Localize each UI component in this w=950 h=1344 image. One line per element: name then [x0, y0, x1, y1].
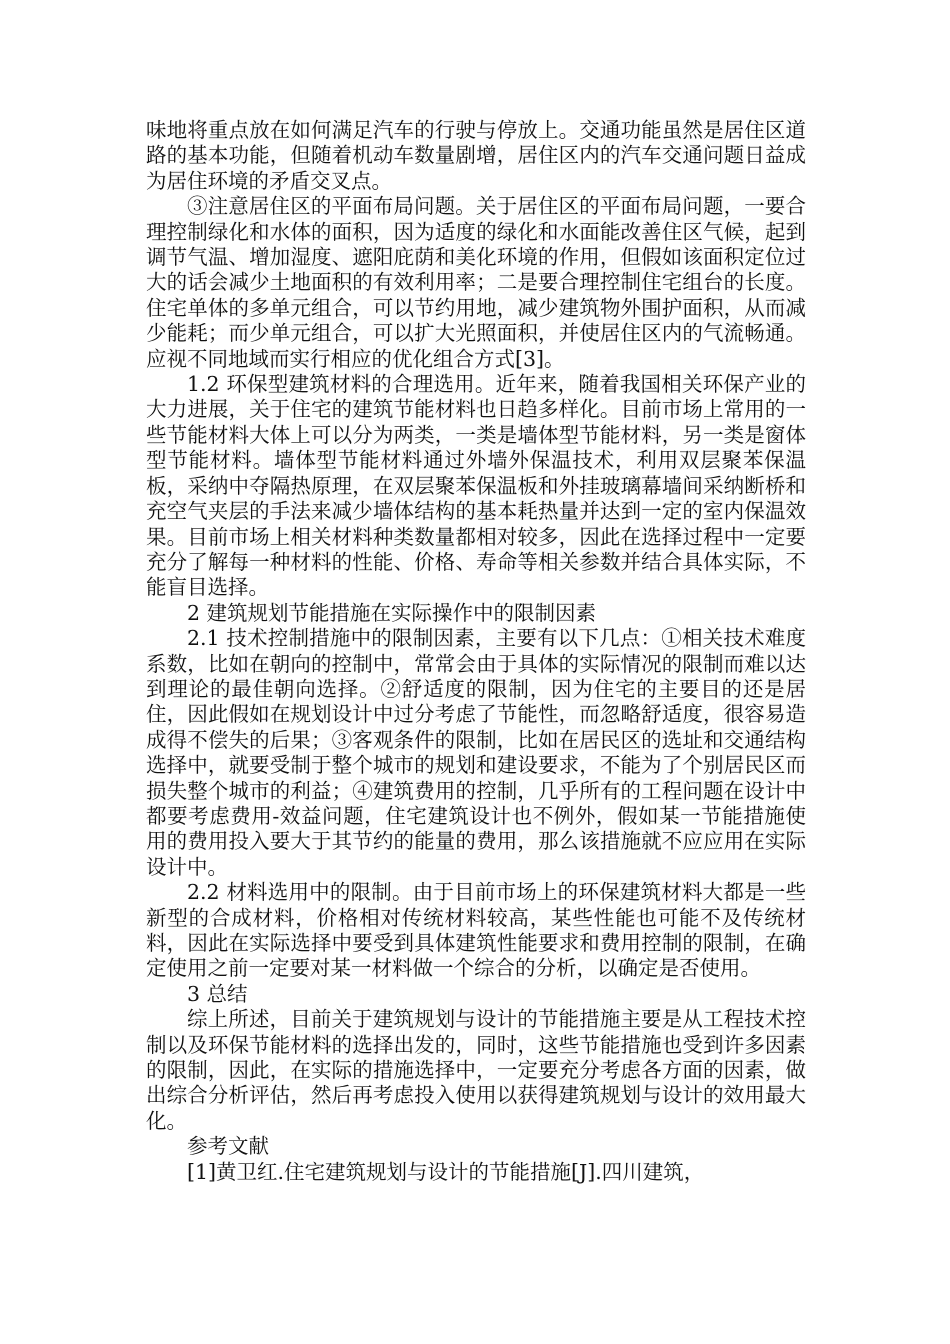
document-page: [146, 118, 806, 1185]
paragraph-conclusion: 综上所述，目前关于建筑规划与设计的节能措施主要是从工程技术控制以及环保节能材料的选择出发的，同时，这些节能措施也受到许多因素的限制，因此，在实际的措施选择中，一定要充分考虑各方面的因素，做出综合分析评估，然后再考虑投入使用以获得建筑规划与设计的效用最大化。: [146, 1007, 806, 1133]
paragraph-layout-planning: ③注意居住区的平面布局问题。关于居住区的平面布局问题，一要合理控制绿化和水体的面积，因为适度的绿化和水面能改善住区气候，起到调节气温、增加湿度、遮阳庇荫和美化环境的作用，但假如该面积定位过大的话会减少土地面积的有效利用率；二是要合理控制住宅组台的长度。住宅单体的多单元组合，可以节约用地，减少建筑物外围护面积，从而减少能耗；而少单元组合，可以扩大光照面积，并使居住区内的气流畅通。应视不同地域而实行相应的优化组合方式[3]。: [146, 194, 806, 371]
reference-item-1: [1]黄卫红.住宅建筑规划与设计的节能措施[J].四川建筑，: [187, 1159, 705, 1184]
paragraph-material-limits: 2.2 材料选用中的限制。由于目前市场上的环保建筑材料大都是一些新型的合成材料，价格相对传统材料较高，某些性能也可能不及传统材料，因此在实际选择中要受到具体建筑性能要求和费用控制的限制，在确定使用之前一定要对某一材料做一个综合的分析，以确定是否使用。: [146, 880, 806, 981]
paragraph-traffic-continuation: 味地将重点放在如何满足汽车的行驶与停放上。交通功能虽然是居住区道路的基本功能，但随着机动车数量剧增，居住区内的汽车交通问题日益成为居住环境的矛盾交叉点。: [146, 118, 806, 193]
paragraph-technical-limits: 2.1 技术控制措施中的限制因素，主要有以下几点：①相关技术难度系数，比如在朝向的控制中，常常会由于具体的实际情况的限制而难以达到理论的最佳朝向选择。②舒适度的限制，因为住宅的主要目的还是居住，因此假如在规划设计中过分考虑了节能性，而忽略舒适度，很容易造成得不偿失的后果；③客观条件的限制，比如在居民区的选址和交通结构选择中，就要受制于整个城市的规划和建设要求，不能为了个别居民区而损失整个城市的利益；④建筑费用的控制，几乎所有的工程问题在设计中都要考虑费用-效益问题，住宅建筑设计也不例外，假如某一节能措施使用的费用投入要大于其节约的能量的费用，那么该措施就不应应用在实际设计中。: [146, 626, 806, 879]
section-heading-2: 2 建筑规划节能措施在实际操作中的限制因素: [187, 600, 597, 625]
section-heading-3: 3 总结: [187, 981, 248, 1006]
references-heading: 参考文献: [187, 1134, 269, 1159]
paragraph-materials-selection: 1.2 环保型建筑材料的合理选用。近年来，随着我国相关环保产业的大力进展，关于住宅的建筑节能材料也日趋多样化。目前市场上常用的一些节能材料大体上可以分为两类，一类是墙体型节能材料，另一类是窗体型节能材料。墙体型节能材料通过外墙外保温技术，利用双层聚苯保温板，采纳中夺隔热原理，在双层聚苯保温板和外挂玻璃幕墙间采纳断桥和充空气夹层的手法来减少墙体结构的基本耗热量并达到一定的室内保温效果。目前市场上相关材料种类数量都相对较多，因此在选择过程中一定要充分了解每一种材料的性能、价格、寿命等相关参数并结合具体实际，不能盲目选择。: [146, 372, 806, 600]
